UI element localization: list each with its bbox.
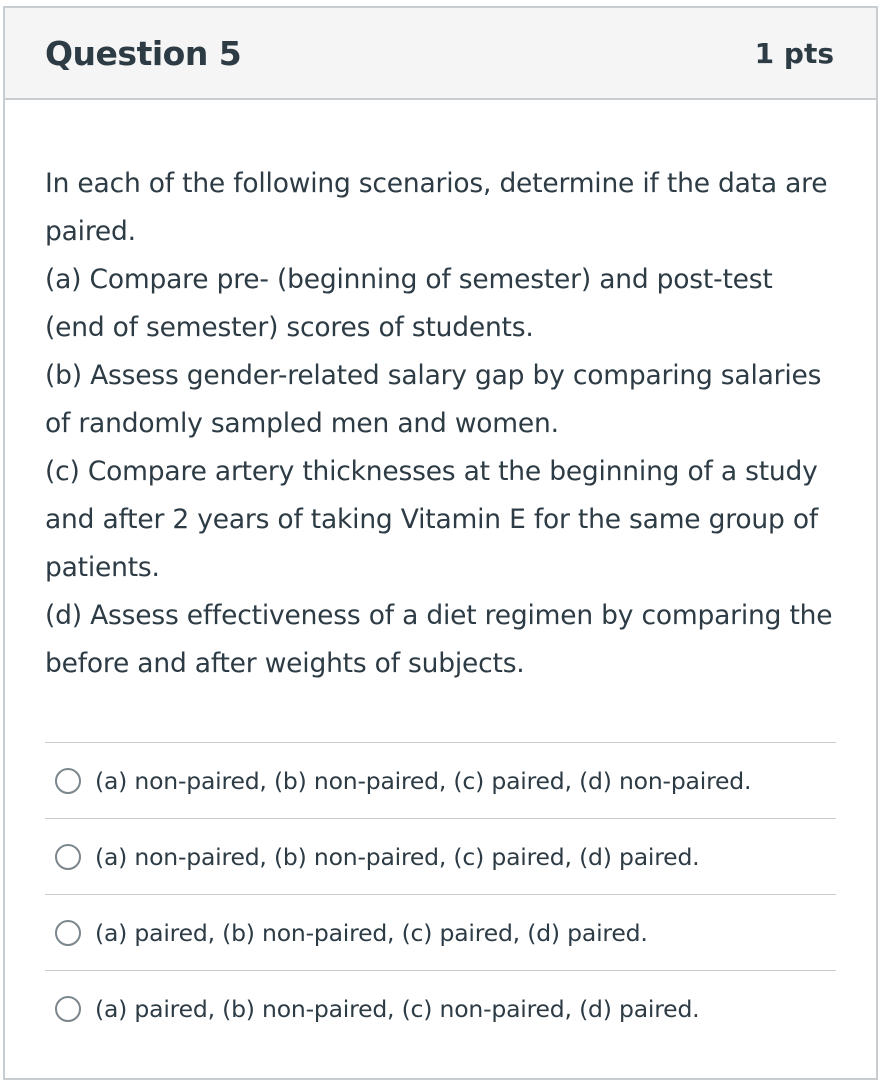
question-card: [3, 6, 878, 1080]
radio-button[interactable]: [55, 920, 81, 946]
prompt-scenario-d: (d) Assess effectiveness of a diet regimen by comparing the before and after weights of subjects.: [45, 600, 833, 679]
answer-option-3[interactable]: [45, 895, 836, 971]
question-header: [5, 8, 876, 100]
radio-button[interactable]: [55, 996, 81, 1022]
question-title: Question 5: [45, 33, 242, 73]
prompt-scenario-c: (c) Compare artery thicknesses at the beginning of a study and after 2 years of taking Vitamin E for the same group of patients.: [45, 456, 818, 583]
radio-button[interactable]: [55, 844, 81, 870]
answer-label[interactable]: (a) non-paired, (b) non-paired, (c) paired, (d) paired.: [95, 842, 700, 871]
radio-button[interactable]: [55, 768, 81, 794]
answer-label[interactable]: (a) paired, (b) non-paired, (c) paired, (d) paired.: [95, 918, 648, 947]
answer-option-1[interactable]: [45, 743, 836, 819]
prompt-intro: In each of the following scenarios, determine if the data are paired.: [45, 168, 828, 247]
prompt-scenario-b: (b) Assess gender-related salary gap by comparing salaries of randomly sampled men and women.: [45, 360, 822, 439]
question-prompt: [45, 160, 836, 688]
question-body: [5, 100, 876, 1047]
question-points: 1 pts: [754, 36, 834, 70]
answer-label[interactable]: (a) non-paired, (b) non-paired, (c) paired, (d) non-paired.: [95, 766, 752, 795]
answer-list: [45, 742, 836, 1047]
prompt-scenario-a: (a) Compare pre- (beginning of semester) and post-test (end of semester) scores of students.: [45, 264, 773, 343]
answer-option-4[interactable]: [45, 971, 836, 1047]
answer-label[interactable]: (a) paired, (b) non-paired, (c) non-paired, (d) paired.: [95, 995, 700, 1023]
answer-option-2[interactable]: [45, 819, 836, 895]
